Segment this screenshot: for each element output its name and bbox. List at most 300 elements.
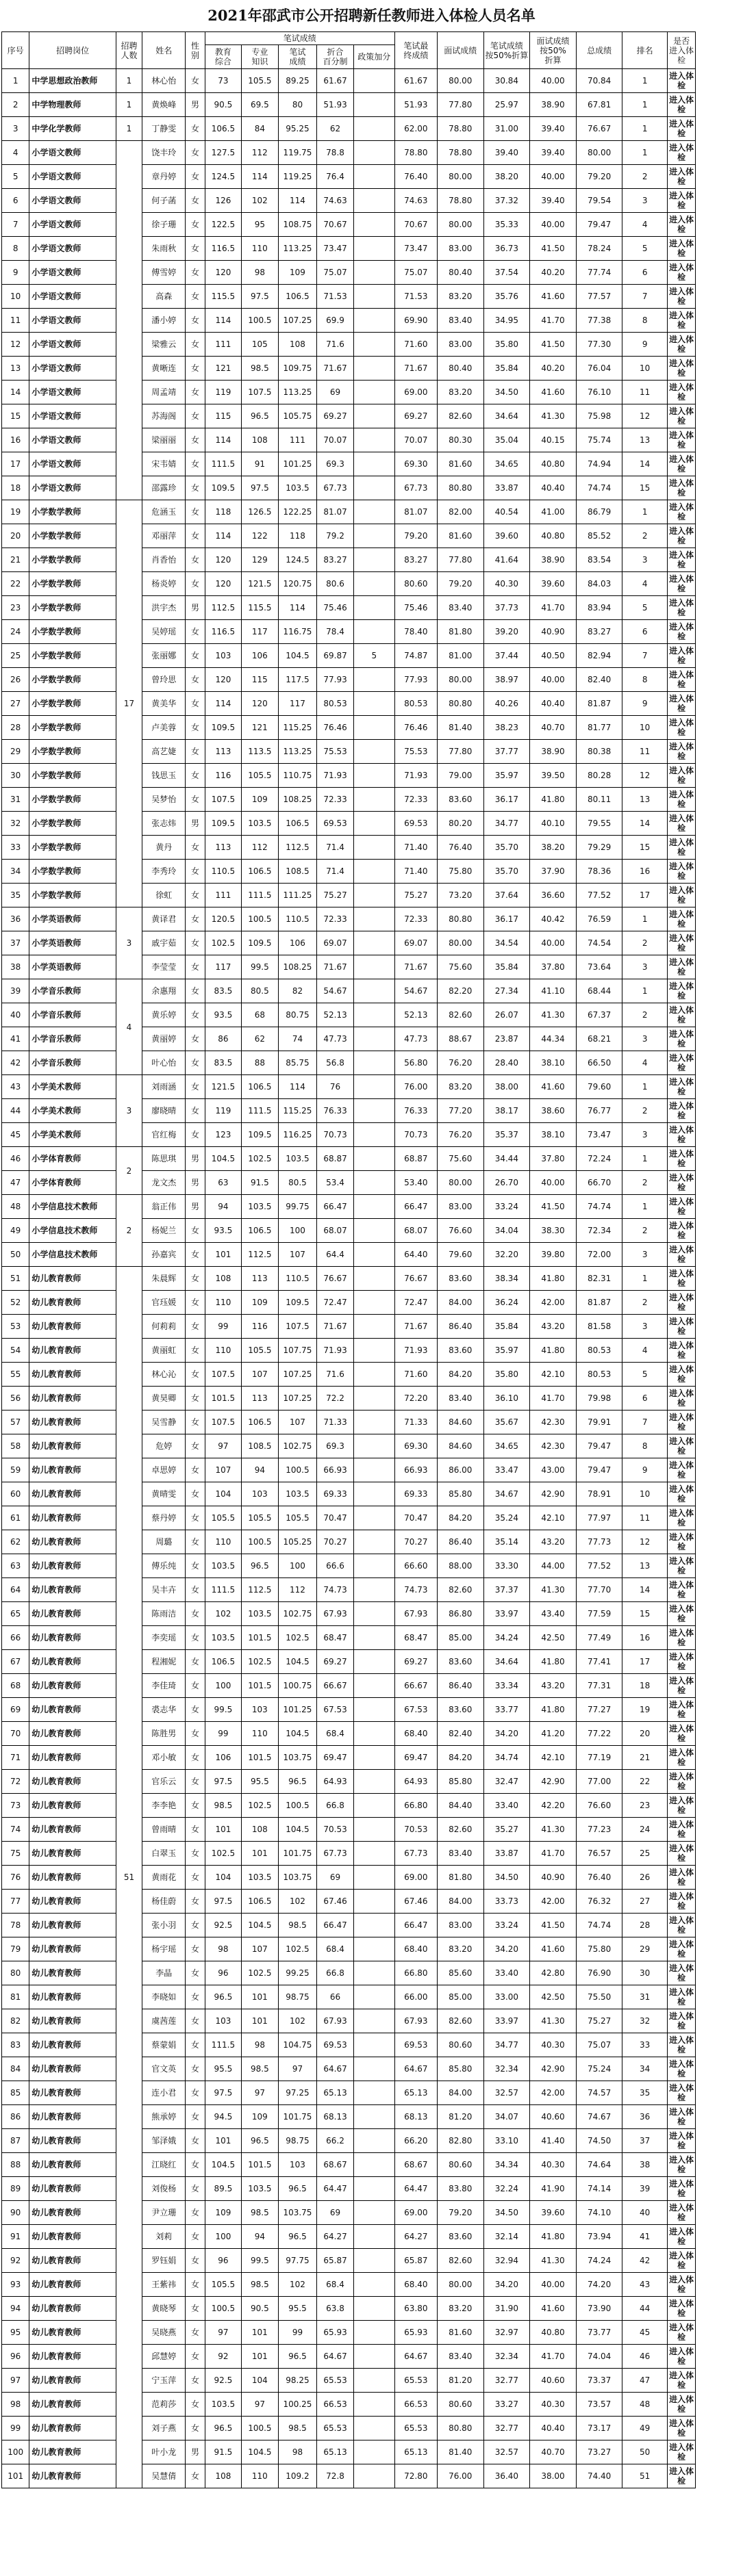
cell-sex: 女 <box>186 404 205 428</box>
cell-rank: 1 <box>622 500 667 524</box>
cell-written-score: 109.5 <box>278 1291 317 1315</box>
table-row <box>2 2009 742 2033</box>
cell-final-written: 76.00 <box>394 1075 437 1099</box>
cell-written-50: 33.40 <box>483 1794 530 1818</box>
cell-prof: 103 <box>242 1698 278 1722</box>
cell-written-score: 103.5 <box>278 476 317 500</box>
cell-seq: 73 <box>2 1794 29 1818</box>
cell-written-score: 103 <box>278 2153 317 2177</box>
cell-final-written: 74.63 <box>394 189 437 213</box>
cell-final-written: 70.47 <box>394 1506 437 1530</box>
table-row <box>2 237 742 261</box>
cell-percent: 70.73 <box>317 1123 353 1147</box>
cell-written-score: 104.75 <box>278 2033 317 2057</box>
cell-position: 小学数学教师 <box>29 764 116 788</box>
cell-final-written: 80.53 <box>394 692 437 716</box>
cell-interview: 76.20 <box>437 1123 483 1147</box>
cell-written-score: 100.5 <box>278 1794 317 1818</box>
cell-rank: 7 <box>622 285 667 309</box>
cell-interview-50: 40.00 <box>530 165 577 189</box>
cell-position: 幼儿教育教师 <box>29 2345 116 2369</box>
cell-prof: 101 <box>242 1842 278 1866</box>
cell-total: 76.60 <box>576 1794 622 1818</box>
cell-rank: 13 <box>622 1554 667 1578</box>
cell-total: 82.31 <box>576 1267 622 1291</box>
cell-percent: 67.93 <box>317 2009 353 2033</box>
cell-rank: 7 <box>622 1411 667 1434</box>
cell-sex: 女 <box>186 2009 205 2033</box>
cell-seq: 51 <box>2 1267 29 1291</box>
cell-edu: 86 <box>205 1027 241 1051</box>
cell-interview: 83.20 <box>437 1075 483 1099</box>
cell-final-written: 73.47 <box>394 237 437 261</box>
cell-written-score: 120.75 <box>278 572 317 596</box>
cell-final-written: 67.73 <box>394 1842 437 1866</box>
cell-sex: 女 <box>186 620 205 644</box>
cell-final-written: 75.53 <box>394 740 437 764</box>
table-row <box>2 2440 742 2464</box>
cell-seq: 11 <box>2 309 29 333</box>
cell-rank: 10 <box>622 1482 667 1506</box>
cell-percent: 67.73 <box>317 476 353 500</box>
table-row <box>2 2201 742 2225</box>
cell-written-50: 32.34 <box>483 2057 530 2081</box>
cell-prof: 103 <box>242 1482 278 1506</box>
cell-sex: 女 <box>186 237 205 261</box>
cell-sex: 女 <box>186 2417 205 2440</box>
cell-written-score: 104.5 <box>278 1818 317 1842</box>
cell-final-written: 64.67 <box>394 2345 437 2369</box>
cell-percent: 71.67 <box>317 955 353 979</box>
cell-sex: 女 <box>186 1722 205 1746</box>
cell-final-written: 52.13 <box>394 1003 437 1027</box>
cell-seq: 16 <box>2 428 29 452</box>
cell-interview: 83.00 <box>437 237 483 261</box>
cell-rank: 9 <box>622 333 667 357</box>
table-row <box>2 979 742 1003</box>
cell-percent: 64.67 <box>317 2345 353 2369</box>
cell-final-written: 66.20 <box>394 2129 437 2153</box>
cell-written-50: 35.70 <box>483 860 530 884</box>
cell-percent: 65.13 <box>317 2081 353 2105</box>
cell-written-50: 30.84 <box>483 69 530 93</box>
cell-percent: 68.07 <box>317 1219 353 1243</box>
cell-written-score: 114 <box>278 1075 317 1099</box>
cell-position: 小学音乐教师 <box>29 979 116 1003</box>
cell-position: 小学数学教师 <box>29 596 116 620</box>
cell-percent: 69.07 <box>317 931 353 955</box>
cell-name: 卢美蓉 <box>142 716 186 740</box>
cell-written-score: 103.75 <box>278 2201 317 2225</box>
cell-total: 76.57 <box>576 1842 622 1866</box>
cell-final-written: 69.00 <box>394 381 437 404</box>
cell-bonus <box>353 2057 394 2081</box>
cell-prof: 102.5 <box>242 1961 278 1985</box>
cell-result: 进入体检 <box>667 716 695 740</box>
cell-edu: 98.5 <box>205 1794 241 1818</box>
cell-written-50: 38.20 <box>483 165 530 189</box>
cell-written-score: 108.25 <box>278 788 317 812</box>
cell-rank: 12 <box>622 764 667 788</box>
cell-name: 李晓如 <box>142 1985 186 2009</box>
cell-total: 75.98 <box>576 404 622 428</box>
cell-bonus <box>353 1985 394 2009</box>
cell-result: 进入体检 <box>667 2033 695 2057</box>
cell-sex: 女 <box>186 1985 205 2009</box>
cell-prof: 98.5 <box>242 2201 278 2225</box>
cell-rank: 15 <box>622 1602 667 1626</box>
cell-rank: 2 <box>622 1291 667 1315</box>
cell-rank: 6 <box>622 261 667 285</box>
table-row <box>2 596 742 620</box>
cell-name: 官乐云 <box>142 1770 186 1794</box>
cell-sex: 女 <box>186 2177 205 2201</box>
cell-bonus <box>353 668 394 692</box>
cell-written-50: 37.37 <box>483 1578 530 1602</box>
table-row <box>2 1219 742 1243</box>
cell-total: 77.00 <box>576 1770 622 1794</box>
cell-seq: 9 <box>2 261 29 285</box>
cell-percent: 70.53 <box>317 1818 353 1842</box>
cell-final-written: 69.00 <box>394 1866 437 1890</box>
cell-position: 小学语文教师 <box>29 261 116 285</box>
cell-seq: 28 <box>2 716 29 740</box>
cell-total: 85.52 <box>576 524 622 548</box>
cell-interview: 85.00 <box>437 1985 483 2009</box>
cell-bonus <box>353 1147 394 1171</box>
cell-name: 徐子珊 <box>142 213 186 237</box>
cell-result: 进入体检 <box>667 1506 695 1530</box>
cell-rank: 27 <box>622 1890 667 1914</box>
cell-interview: 80.60 <box>437 2393 483 2417</box>
cell-edu: 120 <box>205 548 241 572</box>
cell-final-written: 72.33 <box>394 907 437 931</box>
table-row <box>2 428 742 452</box>
cell-written-score: 115.25 <box>278 1099 317 1123</box>
cell-prof: 97.5 <box>242 476 278 500</box>
cell-rank: 6 <box>622 1387 667 1411</box>
table-row <box>2 1961 742 1985</box>
cell-final-written: 61.67 <box>394 69 437 93</box>
table-row <box>2 2297 742 2321</box>
cell-edu: 120.5 <box>205 907 241 931</box>
table-row <box>2 1003 742 1027</box>
cell-total: 80.53 <box>576 1363 622 1387</box>
cell-written-50: 36.40 <box>483 2464 530 2488</box>
cell-percent: 68.47 <box>317 1626 353 1650</box>
cell-prof: 110 <box>242 237 278 261</box>
cell-written-50: 34.74 <box>483 1746 530 1770</box>
cell-interview: 81.80 <box>437 1866 483 1890</box>
cell-position: 幼儿教育教师 <box>29 2201 116 2225</box>
cell-result: 进入体检 <box>667 1602 695 1626</box>
cell-written-score: 100.25 <box>278 2393 317 2417</box>
cell-prof: 84 <box>242 117 278 141</box>
cell-interview-50: 40.00 <box>530 931 577 955</box>
cell-interview: 80.80 <box>437 907 483 931</box>
cell-total: 73.64 <box>576 955 622 979</box>
cell-final-written: 71.53 <box>394 285 437 309</box>
cell-interview-50: 41.70 <box>530 1387 577 1411</box>
cell-result: 进入体检 <box>667 1315 695 1339</box>
cell-prof: 101 <box>242 1985 278 2009</box>
cell-interview-50: 40.42 <box>530 907 577 931</box>
cell-total: 72.24 <box>576 1147 622 1171</box>
cell-position: 幼儿教育教师 <box>29 1411 116 1434</box>
cell-final-written: 67.73 <box>394 476 437 500</box>
cell-written-50: 35.84 <box>483 357 530 381</box>
cell-rank: 15 <box>622 836 667 860</box>
cell-edu: 114 <box>205 428 241 452</box>
cell-final-written: 66.53 <box>394 2393 437 2417</box>
cell-written-50: 23.87 <box>483 1027 530 1051</box>
cell-total: 77.27 <box>576 1698 622 1722</box>
cell-final-written: 69.47 <box>394 1746 437 1770</box>
cell-sex: 女 <box>186 644 205 668</box>
cell-final-written: 66.47 <box>394 1195 437 1219</box>
cell-edu: 83.5 <box>205 979 241 1003</box>
cell-position: 幼儿教育教师 <box>29 1961 116 1985</box>
cell-sex: 女 <box>186 2393 205 2417</box>
cell-rank: 34 <box>622 2057 667 2081</box>
cell-result: 进入体检 <box>667 2009 695 2033</box>
cell-interview: 82.60 <box>437 1818 483 1842</box>
table-row <box>2 1147 742 1171</box>
table-row <box>2 1339 742 1363</box>
cell-bonus <box>353 1866 394 1890</box>
cell-prof: 107 <box>242 1937 278 1961</box>
cell-percent: 65.87 <box>317 2249 353 2273</box>
cell-bonus <box>353 836 394 860</box>
cell-result: 进入体检 <box>667 500 695 524</box>
cell-percent: 76 <box>317 1075 353 1099</box>
cell-result: 进入体检 <box>667 93 695 117</box>
cell-rank: 48 <box>622 2393 667 2417</box>
cell-written-50: 26.07 <box>483 1003 530 1027</box>
table-row <box>2 1195 742 1219</box>
table-row <box>2 572 742 596</box>
cell-edu: 121.5 <box>205 1075 241 1099</box>
cell-position: 小学音乐教师 <box>29 1003 116 1027</box>
cell-final-written: 68.07 <box>394 1219 437 1243</box>
cell-interview: 84.20 <box>437 1746 483 1770</box>
cell-edu: 117 <box>205 955 241 979</box>
cell-written-score: 119.75 <box>278 141 317 165</box>
cell-seq: 95 <box>2 2321 29 2345</box>
table-row <box>2 1530 742 1554</box>
cell-name: 叶心怡 <box>142 1051 186 1075</box>
cell-percent: 68.87 <box>317 1147 353 1171</box>
cell-edu: 107.5 <box>205 1411 241 1434</box>
cell-sex: 女 <box>186 189 205 213</box>
cell-written-50: 25.97 <box>483 93 530 117</box>
cell-bonus <box>353 261 394 285</box>
cell-prof: 96.5 <box>242 404 278 428</box>
cell-written-50: 32.77 <box>483 2369 530 2393</box>
cell-interview: 77.80 <box>437 93 483 117</box>
cell-edu: 109.5 <box>205 716 241 740</box>
cell-position: 小学数学教师 <box>29 860 116 884</box>
cell-bonus <box>353 1003 394 1027</box>
cell-prof: 105.5 <box>242 764 278 788</box>
cell-total: 74.74 <box>576 476 622 500</box>
cell-name: 危婷 <box>142 1434 186 1458</box>
cell-total: 75.27 <box>576 2009 622 2033</box>
cell-bonus <box>353 165 394 189</box>
cell-written-score: 117 <box>278 692 317 716</box>
cell-written-50: 34.20 <box>483 2273 530 2297</box>
cell-written-50: 32.34 <box>483 2345 530 2369</box>
cell-edu: 116 <box>205 764 241 788</box>
cell-written-score: 80.75 <box>278 1003 317 1027</box>
cell-edu: 103.5 <box>205 2393 241 2417</box>
cell-seq: 7 <box>2 213 29 237</box>
cell-interview: 78.80 <box>437 117 483 141</box>
cell-interview-50: 43.40 <box>530 1602 577 1626</box>
cell-seq: 34 <box>2 860 29 884</box>
cell-written-50: 35.76 <box>483 285 530 309</box>
cell-bonus <box>353 2081 394 2105</box>
cell-bonus <box>353 1387 394 1411</box>
cell-written-50: 33.34 <box>483 1674 530 1698</box>
cell-interview-50: 38.90 <box>530 93 577 117</box>
cell-final-written: 72.47 <box>394 1291 437 1315</box>
cell-interview: 84.20 <box>437 1363 483 1387</box>
cell-prof: 62 <box>242 1027 278 1051</box>
cell-interview-50: 41.70 <box>530 2345 577 2369</box>
cell-position: 小学语文教师 <box>29 309 116 333</box>
cell-result: 进入体检 <box>667 261 695 285</box>
cell-written-score: 98.75 <box>278 1985 317 2009</box>
cell-interview: 80.00 <box>437 2273 483 2297</box>
cell-prof: 115 <box>242 668 278 692</box>
cell-total: 76.04 <box>576 357 622 381</box>
cell-interview: 80.80 <box>437 476 483 500</box>
cell-interview: 80.00 <box>437 668 483 692</box>
cell-interview-50: 41.70 <box>530 309 577 333</box>
cell-interview-50: 40.80 <box>530 524 577 548</box>
cell-bonus <box>353 572 394 596</box>
cell-prof: 114 <box>242 165 278 189</box>
cell-position: 小学美术教师 <box>29 1075 116 1099</box>
cell-written-50: 35.27 <box>483 1818 530 1842</box>
cell-prof: 112.5 <box>242 1243 278 1267</box>
cell-name: 朱晨辉 <box>142 1267 186 1291</box>
table-row <box>2 692 742 716</box>
cell-interview: 85.80 <box>437 1770 483 1794</box>
cell-quota: 1 <box>116 93 142 117</box>
cell-sex: 女 <box>186 1051 205 1075</box>
cell-position: 小学英语教师 <box>29 955 116 979</box>
cell-percent: 65.53 <box>317 2369 353 2393</box>
cell-bonus <box>353 620 394 644</box>
cell-result: 进入体检 <box>667 333 695 357</box>
cell-name: 王紫祎 <box>142 2273 186 2297</box>
cell-interview-50: 39.40 <box>530 141 577 165</box>
table-row <box>2 1937 742 1961</box>
cell-name: 吴婷瑶 <box>142 620 186 644</box>
cell-written-50: 33.73 <box>483 1890 530 1914</box>
cell-interview: 80.80 <box>437 692 483 716</box>
table-row <box>2 2057 742 2081</box>
cell-name: 苏海阁 <box>142 404 186 428</box>
cell-name: 黄丽婷 <box>142 1027 186 1051</box>
cell-final-written: 66.00 <box>394 1985 437 2009</box>
cell-total: 74.67 <box>576 2105 622 2129</box>
cell-result: 进入体检 <box>667 524 695 548</box>
cell-written-score: 97.75 <box>278 2249 317 2273</box>
cell-sex: 女 <box>186 907 205 931</box>
cell-seq: 14 <box>2 381 29 404</box>
cell-bonus <box>353 1578 394 1602</box>
cell-interview-50: 39.60 <box>530 572 577 596</box>
cell-result: 进入体检 <box>667 596 695 620</box>
cell-percent: 69 <box>317 1866 353 1890</box>
cell-written-score: 96.5 <box>278 2345 317 2369</box>
cell-seq: 76 <box>2 1866 29 1890</box>
cell-percent: 70.67 <box>317 213 353 237</box>
header-sex: 性 别 <box>186 32 205 69</box>
cell-written-50: 40.26 <box>483 692 530 716</box>
cell-interview: 82.60 <box>437 2009 483 2033</box>
cell-total: 74.64 <box>576 2153 622 2177</box>
cell-percent: 69.27 <box>317 404 353 428</box>
cell-name: 程湘妮 <box>142 1650 186 1674</box>
cell-written-score: 110.75 <box>278 764 317 788</box>
cell-name: 周璐 <box>142 1530 186 1554</box>
cell-edu: 101.5 <box>205 1387 241 1411</box>
cell-bonus <box>353 548 394 572</box>
cell-position: 幼儿教育教师 <box>29 1674 116 1698</box>
cell-written-50: 39.40 <box>483 141 530 165</box>
cell-result: 进入体检 <box>667 884 695 907</box>
cell-percent: 69 <box>317 381 353 404</box>
table-row <box>2 812 742 836</box>
cell-written-score: 108.25 <box>278 955 317 979</box>
cell-edu: 114 <box>205 309 241 333</box>
cell-edu: 111.5 <box>205 1578 241 1602</box>
cell-total: 70.84 <box>576 69 622 93</box>
cell-total: 80.28 <box>576 764 622 788</box>
cell-result: 进入体检 <box>667 2057 695 2081</box>
cell-rank: 49 <box>622 2417 667 2440</box>
cell-written-50: 36.24 <box>483 1291 530 1315</box>
cell-written-50: 34.34 <box>483 2153 530 2177</box>
cell-result: 进入体检 <box>667 117 695 141</box>
cell-final-written: 67.46 <box>394 1890 437 1914</box>
cell-prof: 91.5 <box>242 1171 278 1195</box>
cell-sex: 女 <box>186 1770 205 1794</box>
cell-written-score: 106.5 <box>278 812 317 836</box>
cell-sex: 女 <box>186 1890 205 1914</box>
cell-result: 进入体检 <box>667 141 695 165</box>
cell-sex: 女 <box>186 2201 205 2225</box>
cell-rank: 28 <box>622 1914 667 1937</box>
cell-seq: 17 <box>2 452 29 476</box>
cell-interview-50: 40.60 <box>530 2369 577 2393</box>
cell-interview: 83.20 <box>437 381 483 404</box>
cell-sex: 女 <box>186 1602 205 1626</box>
cell-result: 进入体检 <box>667 1578 695 1602</box>
table-row <box>2 1243 742 1267</box>
table-row <box>2 1075 742 1099</box>
cell-interview-50: 39.80 <box>530 1243 577 1267</box>
cell-position: 小学语文教师 <box>29 381 116 404</box>
cell-bonus <box>353 1363 394 1387</box>
cell-written-50: 32.57 <box>483 2081 530 2105</box>
cell-sex: 女 <box>186 1075 205 1099</box>
cell-name: 虞茜莲 <box>142 2009 186 2033</box>
